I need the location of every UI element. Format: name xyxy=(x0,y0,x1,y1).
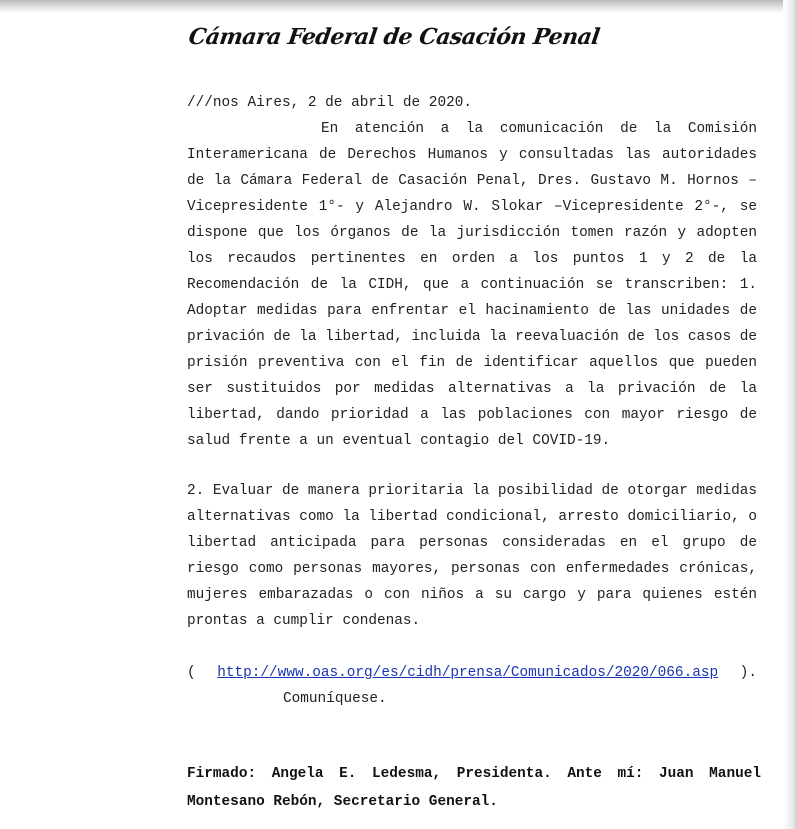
resolution-paragraph-2 xyxy=(187,478,757,634)
signature-block: Firmado: Angela E. Ledesma, Presidenta. Ante mí: Juan Manuel Montesano Rebón, Secretario General. xyxy=(187,766,761,810)
court-header: Cámara Federal de Casación Penal xyxy=(187,24,602,50)
paragraph-2-text: 2. Evaluar de manera prioritaria la posibilidad de otorgar medidas alternativas como la libertad condicional, arresto domiciliario, o libertad anticipada para personas consideradas en el grupo de riesgo como personas mayores, personas con enfermedades crónicas, mujeres embarazadas o con niños a su cargo y para quienes estén prontas a cumplir condenas. xyxy=(187,483,757,629)
source-link-row xyxy=(187,660,757,686)
page-top-shadow xyxy=(0,0,797,14)
page-right-edge xyxy=(783,0,797,829)
paren-close: ). xyxy=(739,665,757,681)
dateline xyxy=(187,90,757,116)
cidh-link[interactable]: http://www.oas.org/es/cidh/prensa/Comunicados/2020/066.asp xyxy=(217,665,719,681)
paragraph-1-text: En atención a la comunicación de la Comisión Interamericana de Derechos Humanos y consultadas las autoridades de la Cámara Federal de Casación Penal, Dres. Gustavo M. Hornos –Vicepresidente 1°- y Alejandro W. Slokar –Vicepresidente 2°-, se dispone que los órganos de la jurisdicción tomen razón y adopten los recaudos pertinentes en orden a los puntos 1 y 2 de la Recomendación de la CIDH, que a continuación se transcriben: 1. Adoptar medidas para enfrentar el hacinamiento de las unidades de privación de la libertad, incluida la reevaluación de los casos de prisión preventiva con el fin de identificar aquellos que pueden ser sustituidos por medidas alternativas a la privación de la libertad, dando prioridad a las poblaciones con mayor riesgo de salud frente a un eventual contagio del COVID-19. xyxy=(187,121,757,449)
closing-text: Comuníquese. xyxy=(283,691,387,707)
resolution-paragraph-1 xyxy=(187,116,757,454)
closing-line xyxy=(283,686,387,712)
paren-open: ( xyxy=(187,665,196,681)
dateline-text: ///nos Aires, 2 de abril de 2020. xyxy=(187,95,472,111)
